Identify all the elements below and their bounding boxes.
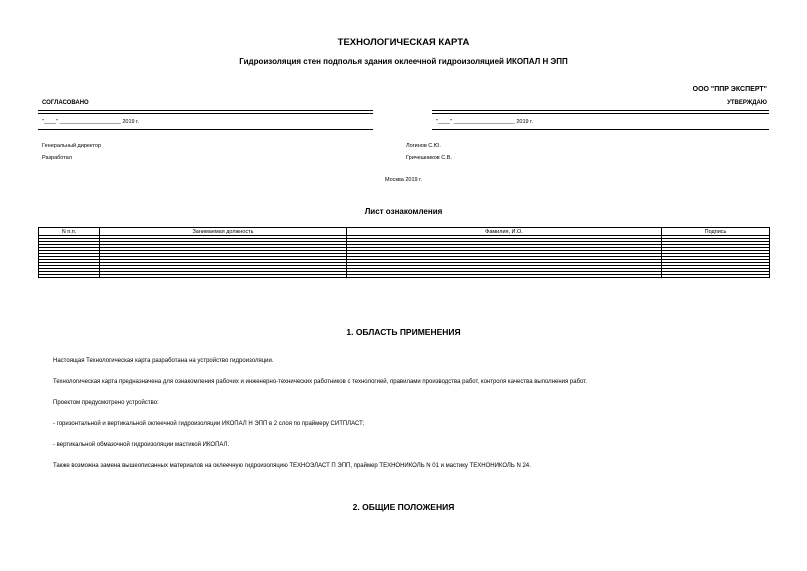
col-header-name: Фамилия, И.О. xyxy=(347,228,662,236)
approved-double-line xyxy=(432,110,769,114)
section2-heading: 2. ОБЩИЕ ПОЛОЖЕНИЯ xyxy=(352,502,455,512)
col-header-number: N п.п. xyxy=(39,228,100,236)
col-header-signature: Подпись xyxy=(662,228,770,236)
ack-table-cell xyxy=(662,275,770,278)
section1-paragraph: - горизонтальной и вертикальной оклеечной гидроизоляции ИКОПАЛ Н ЭПП в 2 слоя по праймеру СИТПЛАСТ; xyxy=(53,421,365,427)
agreed-rule xyxy=(38,129,373,130)
ack-sheet-heading: Лист ознакомления xyxy=(364,207,443,216)
approved-rule xyxy=(432,129,769,130)
section1-paragraph: - вертикальной обмазочной гидроизоляции мастикой ИКОПАЛ. xyxy=(53,442,230,448)
city-year: Москва 2019 г. xyxy=(385,177,422,183)
name-director: Логинов С.Ю. xyxy=(406,143,441,149)
agreed-date-line: "____" ____________________ 2019 г. xyxy=(42,119,139,125)
section1-paragraph: Проектом предусмотрено устройство: xyxy=(53,400,159,406)
document-subtitle: Гидроизоляция стен подполья здания оклеечной гидроизоляцией ИКОПАЛ Н ЭПП xyxy=(239,57,568,66)
section1-heading: 1. ОБЛАСТЬ ПРИМЕНЕНИЯ xyxy=(346,327,461,337)
role-general-director: Генеральный директор xyxy=(42,143,101,149)
approved-date-line: "____" ____________________ 2019 г. xyxy=(436,119,533,125)
col-header-position: Занимаемая должность xyxy=(100,228,347,236)
role-developer: Разработал xyxy=(42,155,72,161)
agreed-label: СОГЛАСОВАНО xyxy=(42,100,89,106)
ack-table-row xyxy=(39,275,770,278)
ack-table-cell xyxy=(100,275,347,278)
ack-table-cell xyxy=(347,275,662,278)
approved-label: УТВЕРЖДАЮ xyxy=(727,100,767,106)
company-name: ООО "ППР ЭКСПЕРТ" xyxy=(692,86,767,93)
section1-paragraph: Настоящая Технологическая карта разработана на устройство гидроизоляции. xyxy=(53,358,274,364)
agreed-double-line xyxy=(38,110,373,114)
ack-table-cell xyxy=(39,275,100,278)
ack-table xyxy=(38,227,770,278)
document-title: ТЕХНОЛОГИЧЕСКАЯ КАРТА xyxy=(337,37,470,48)
section1-paragraph: Технологическая карта предназначена для ознакомления рабочих и инженерно-технических работников с технологией, правилами производства работ, контроля качества выполнения работ. xyxy=(53,379,587,385)
name-developer: Гричешников С.В. xyxy=(406,155,452,161)
ack-table-body xyxy=(39,236,770,278)
ack-table-header-row xyxy=(39,228,770,236)
section1-paragraph: Также возможна замена вышеописанных материалов на оклеечную гидроизоляцию ТЕХНОЭЛАСТ П ЭПП, праймер ТЕХНОНИКОЛЬ N 01 и мастику ТЕХНОНИКОЛЬ N 24. xyxy=(53,463,531,469)
